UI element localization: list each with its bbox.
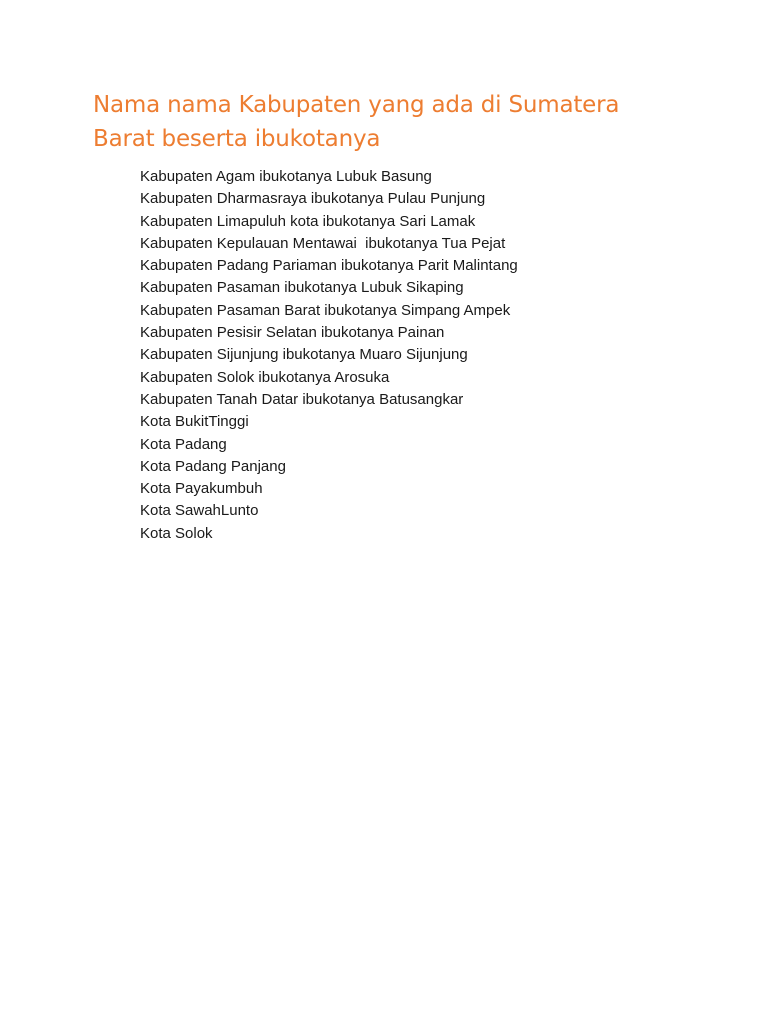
list-item-text: Kabupaten Pesisir Selatan ibukotanya Painan [140, 324, 445, 342]
document-title [93, 88, 693, 156]
list-item-text: Kabupaten Kepulauan Mentawai ibukotanya Tua Pejat [140, 234, 506, 252]
list-item-text: Kota Padang [140, 435, 227, 453]
list-item-text: Kabupaten Pasaman ibukotanya Lubuk Sikaping [140, 279, 464, 297]
list-item-text: Kabupaten Dharmasraya ibukotanya Pulau Punjung [140, 190, 486, 208]
title-line-2: Barat beserta ibukotanya [93, 126, 381, 152]
list-item-text: Kabupaten Sijunjung ibukotanya Muaro Sijunjung [140, 346, 468, 364]
list-item-text: Kabupaten Limapuluh kota ibukotanya Sari Lamak [140, 212, 476, 230]
list-item-text: Kota Padang Panjang [140, 457, 286, 475]
list-item-text: Kota Payakumbuh [140, 480, 263, 498]
list-item-text: Kabupaten Tanah Datar ibukotanya Batusangkar [140, 390, 464, 408]
list-item-text: Kabupaten Agam ibukotanya Lubuk Basung [140, 168, 432, 185]
list-item-text: Kota SawahLunto [140, 502, 259, 520]
list-item-text: Kabupaten Padang Pariaman ibukotanya Parit Malintang [140, 257, 518, 275]
list-item-text: Kota Solok [140, 524, 213, 542]
list-item-text: Kabupaten Pasaman Barat ibukotanya Simpang Ampek [140, 301, 511, 319]
list-item-text: Kabupaten Solok ibukotanya Arosuka [140, 368, 390, 386]
title-line-1: Nama nama Kabupaten yang ada di Sumatera [93, 92, 620, 118]
list-item-text: Kota BukitTinggi [140, 413, 249, 431]
